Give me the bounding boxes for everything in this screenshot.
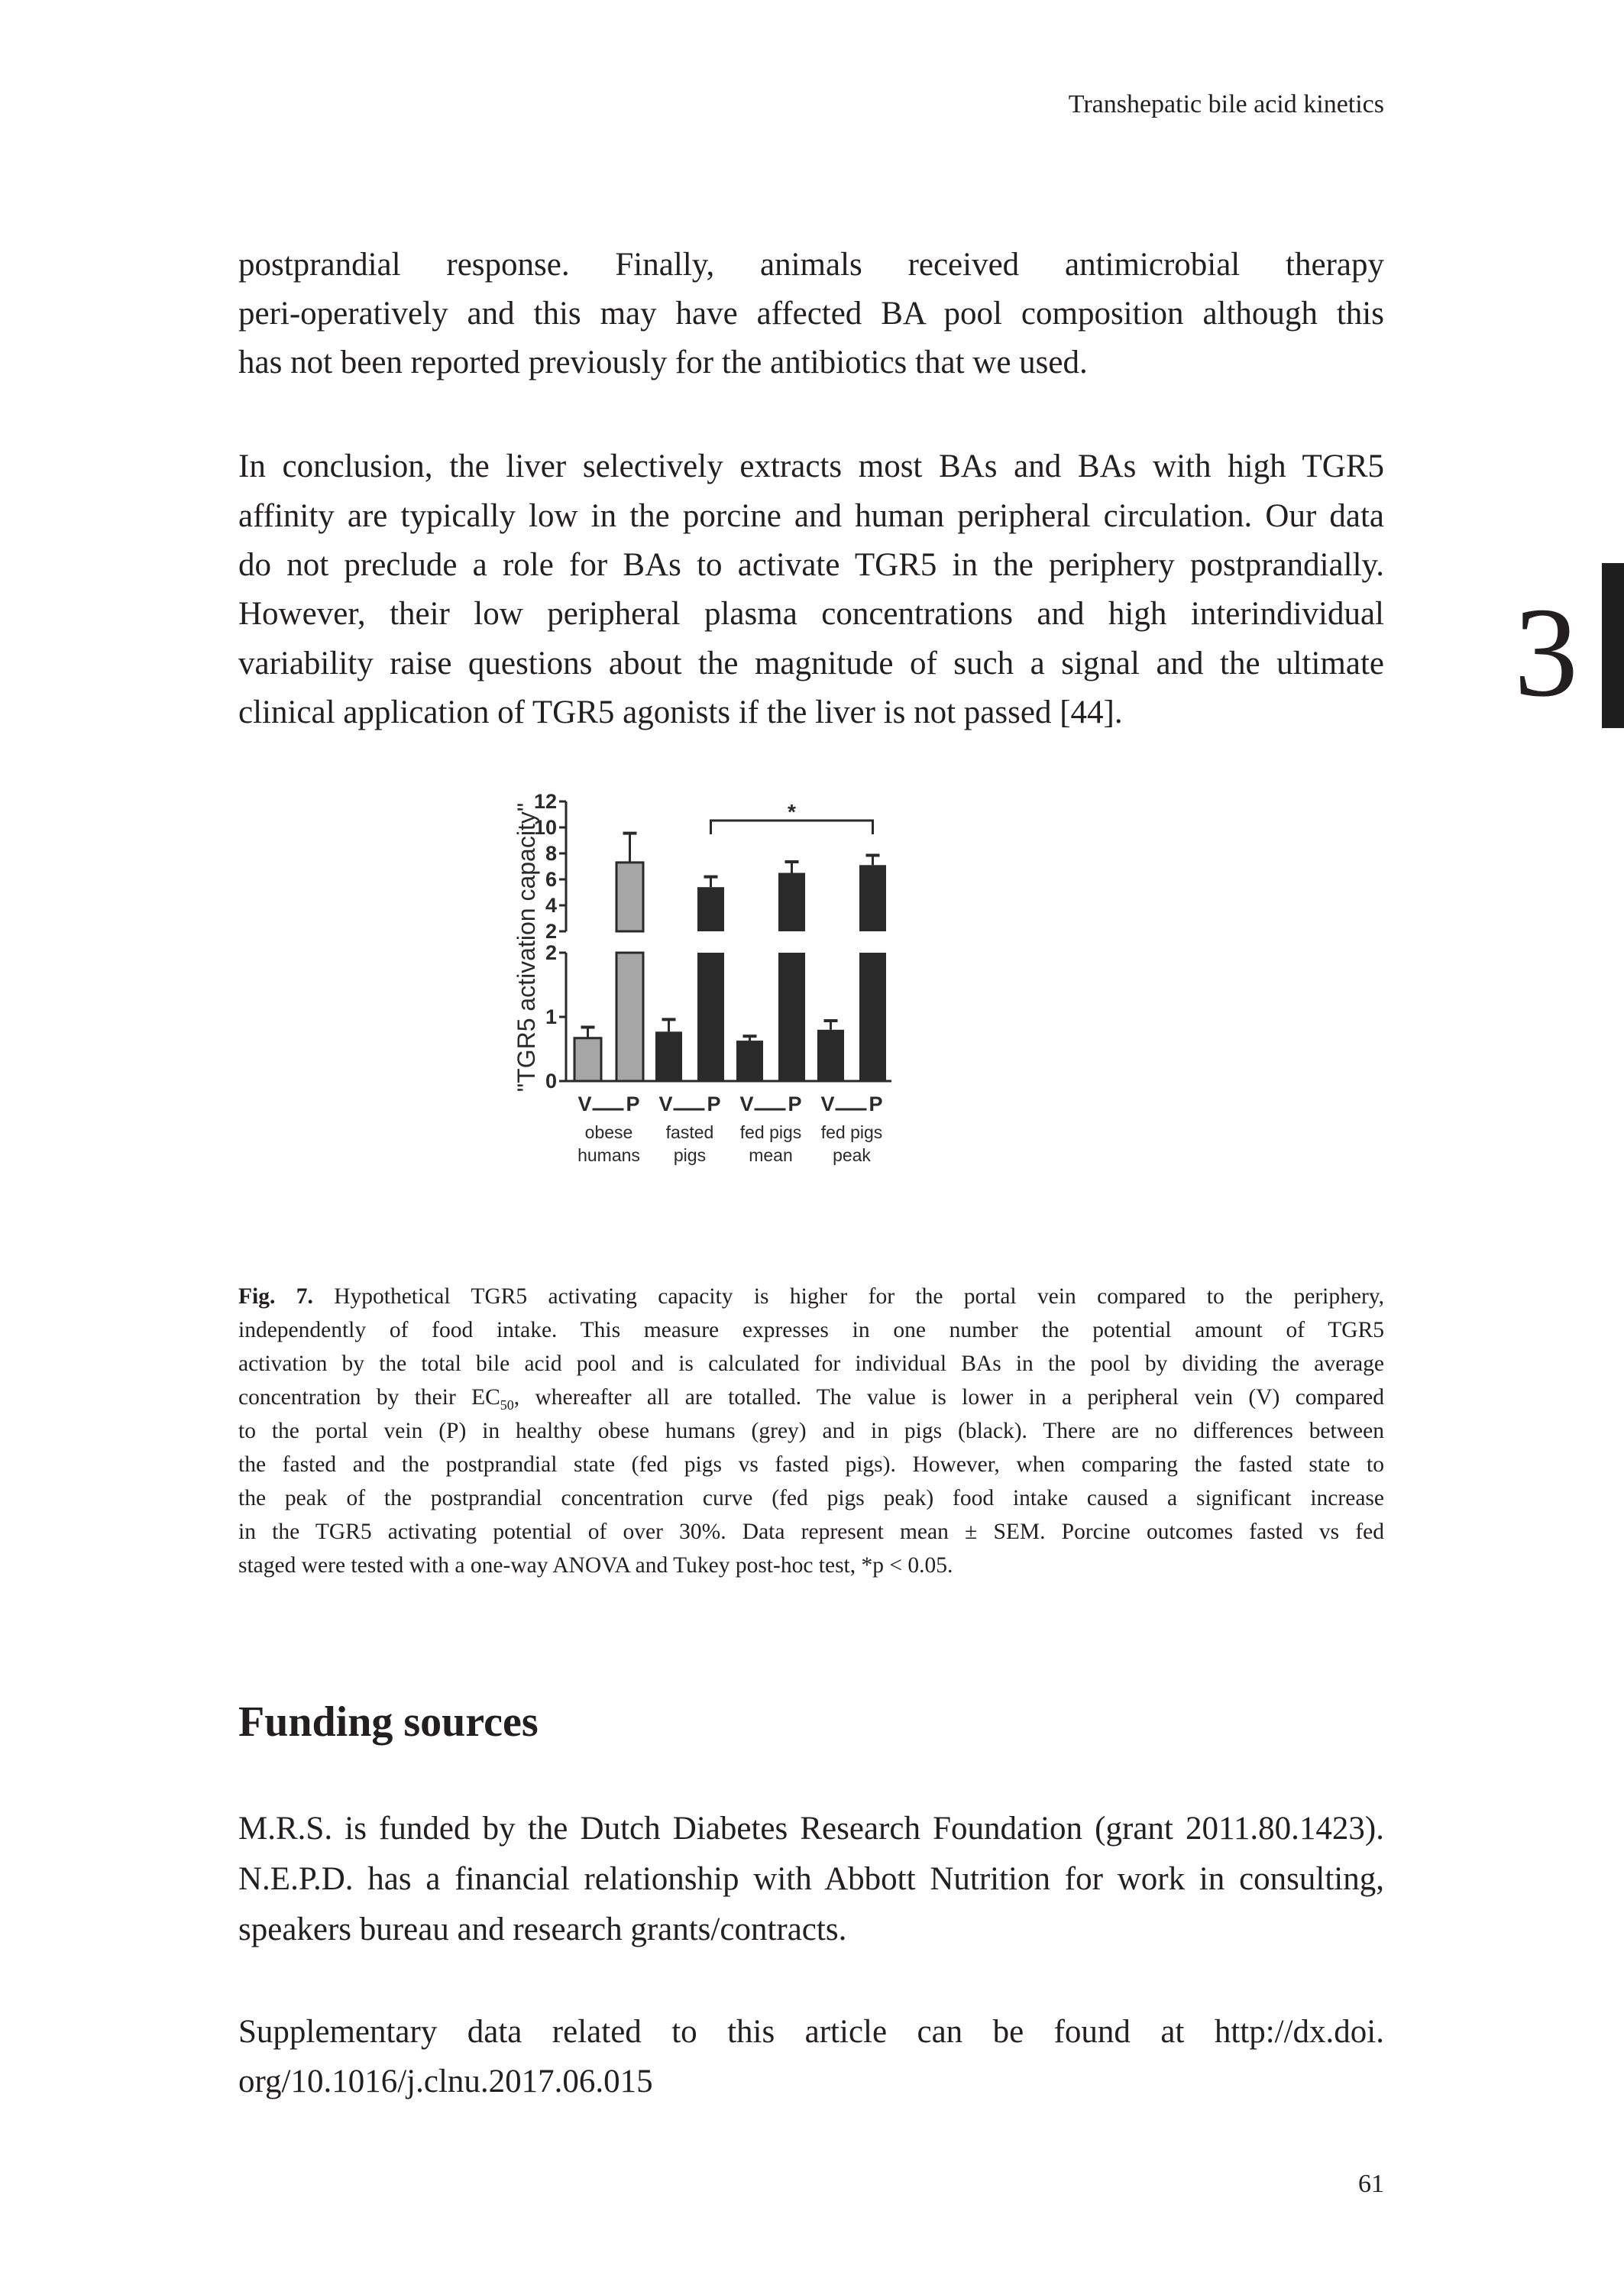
p-label: P [707,1093,721,1115]
caption-text: , whereafter all are totalled. The value is lower in a peripheral vein (V) compared [513,1385,1384,1410]
bar-p-upper [859,865,886,931]
running-header: Transhepatic bile acid kinetics [1068,90,1384,118]
section-heading-funding: Funding sources [238,1698,539,1746]
bar-v [736,1041,763,1081]
caption-line [238,1280,1384,1313]
group-label: mean [749,1145,793,1165]
bar-v [655,1031,682,1081]
caption-line [238,1381,1384,1414]
v-label: V [577,1093,592,1115]
caption-line: independently of food intake. This measure expresses in one number the potential amount of TGR5 [238,1318,1384,1342]
chapter-tab-marker [1602,563,1624,728]
p-label: P [626,1093,640,1115]
significance-star: * [788,800,796,824]
doi-link[interactable]: org/10.1016/j.clnu.2017.06.015 [238,2064,653,2099]
y-tick-label: 1 [545,1005,557,1028]
body-line: clinical application of TGR5 agonists if the liver is not passed [44]. [238,694,1123,730]
group-label: humans [577,1145,640,1165]
p-label: P [788,1093,802,1115]
caption-line: the peak of the postprandial concentration curve (fed pigs peak) food intake caused a significant increase [238,1486,1384,1510]
caption-line: the fasted and the postprandial state (fed pigs vs fasted pigs). However, when comparing the fasted state to [238,1452,1384,1477]
body-line: However, their low peripheral plasma concentrations and high interindividual [238,596,1384,632]
caption-line: in the TGR5 activating potential of over 30%. Data represent mean ± SEM. Porcine outcomes fasted vs fed [238,1520,1384,1544]
body-line: speakers bureau and research grants/contracts. [238,1912,847,1947]
tgr5-bar-chart [504,779,1115,1253]
group-label: obese [584,1122,633,1142]
v-label: V [658,1093,673,1115]
body-line: Supplementary data related to this article can be found at http://dx.doi. [238,2014,1384,2050]
chapter-number: 3 [1514,581,1578,724]
bar-p-lower [616,953,643,1081]
body-line: variability raise questions about the magnitude of such a signal and the ultimate [238,646,1384,681]
page-number: 61 [1358,2170,1384,2198]
bar-v [817,1030,844,1081]
body-line: affinity are typically low in the porcine and human peripheral circulation. Our data [238,498,1384,534]
body-line: has not been reported previously for the antibiotics that we used. [238,345,1088,380]
caption-line: to the portal vein (P) in healthy obese humans (grey) and in pigs (black). There are no differences between [238,1419,1384,1443]
group-label: fed pigs [739,1122,802,1142]
y-tick-label: 10 [533,816,557,839]
v-label: V [739,1093,754,1115]
group-label: pigs [673,1145,707,1165]
body-line: do not preclude a role for BAs to activate TGR5 in the periphery postprandially. [238,547,1384,583]
bar-p-lower [697,953,724,1081]
bar-p-upper [778,873,805,932]
v-label: V [820,1093,835,1115]
y-tick-label: 6 [545,868,557,891]
ec50-subscript: 50 [500,1397,514,1413]
y-tick-label: 2 [545,941,557,964]
body-line: M.R.S. is funded by the Dutch Diabetes Research Foundation (grant 2011.80.1423). [238,1811,1384,1847]
body-line: postprandial response. Finally, animals received antimicrobial therapy [238,247,1384,283]
y-tick-label: 12 [533,790,557,813]
bar-p-upper [697,887,724,931]
y-axis-label: "TGR5 activation capacity" [513,802,540,1093]
y-tick-label: 8 [545,842,557,865]
p-label: P [869,1093,883,1115]
body-line: In conclusion, the liver selectively extracts most BAs and BAs with high TGR5 [238,448,1384,484]
y-tick-label: 2 [545,920,557,943]
caption-line: staged were tested with a one-way ANOVA and Tukey post-hoc test, *p < 0.05. [238,1553,953,1578]
y-tick-label: 4 [545,894,557,917]
caption-text: Hypothetical TGR5 activating capacity is higher for the portal vein compared to the periphery, [334,1284,1385,1309]
bar-p-lower [859,953,886,1081]
bar-p-upper [616,863,643,931]
y-tick-label: 0 [545,1070,557,1093]
caption-line: activation by the total bile acid pool and is calculated for individual BAs in the pool by dividing the average [238,1352,1384,1376]
caption-text: concentration by their EC [238,1385,500,1410]
group-label: fed pigs [820,1122,883,1142]
bar-v [574,1038,601,1081]
body-line: peri-operatively and this may have affected BA pool composition although this [238,296,1384,332]
body-line: N.E.P.D. has a financial relationship with Abbott Nutrition for work in consulting, [238,1861,1384,1897]
bar-p-lower [778,953,805,1081]
group-label: peak [833,1145,871,1165]
group-label: fasted [665,1122,714,1142]
figure-label: Fig. 7. [238,1284,313,1309]
